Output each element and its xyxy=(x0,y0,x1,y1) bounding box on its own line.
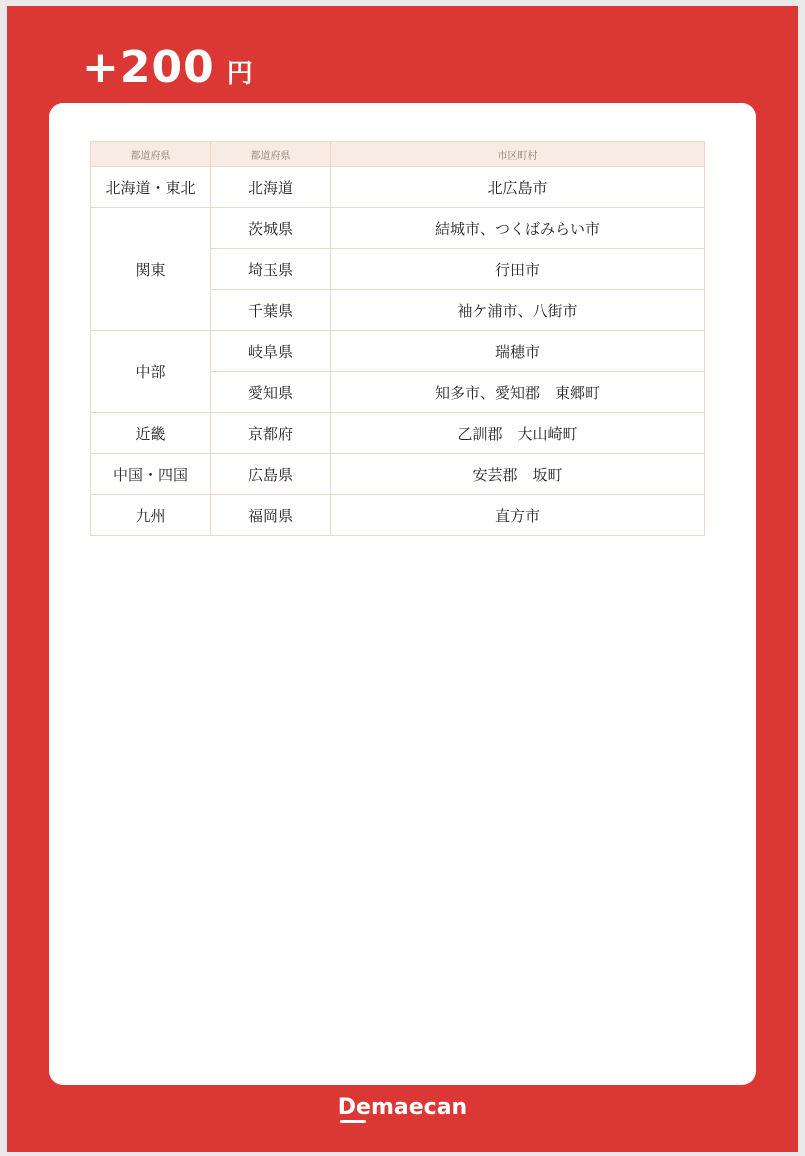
region-cell: 中国・四国 xyxy=(91,454,211,495)
cities-cell: 直方市 xyxy=(331,495,705,536)
table-row xyxy=(91,454,705,495)
region-cell: 北海道・東北 xyxy=(91,167,211,208)
cities-cell: 袖ケ浦市、八街市 xyxy=(331,290,705,331)
cities-cell: 瑞穂市 xyxy=(331,331,705,372)
cities-cell: 北広島市 xyxy=(331,167,705,208)
demaecan-logo xyxy=(0,1095,805,1120)
cities-cell: 安芸郡 坂町 xyxy=(331,454,705,495)
cities-cell: 乙訓郡 大山崎町 xyxy=(331,413,705,454)
cities-cell: 知多市、愛知郡 東郷町 xyxy=(331,372,705,413)
prefecture-cell: 福岡県 xyxy=(211,495,331,536)
prefecture-cell: 北海道 xyxy=(211,167,331,208)
area-table xyxy=(90,141,705,536)
region-cell: 関東 xyxy=(91,208,211,331)
table-row xyxy=(91,495,705,536)
logo-underline xyxy=(340,1120,366,1123)
header-region: 都道府県 xyxy=(91,142,211,167)
prefecture-cell: 埼玉県 xyxy=(211,249,331,290)
price-heading xyxy=(82,42,253,93)
prefecture-cell: 広島県 xyxy=(211,454,331,495)
prefecture-cell: 千葉県 xyxy=(211,290,331,331)
price-unit: 円 xyxy=(226,59,253,89)
table-row xyxy=(91,413,705,454)
prefecture-cell: 茨城県 xyxy=(211,208,331,249)
price-amount: +200 xyxy=(82,42,215,93)
table-header-row xyxy=(91,142,705,167)
header-prefecture: 都道府県 xyxy=(211,142,331,167)
header-cities: 市区町村 xyxy=(331,142,705,167)
prefecture-cell: 京都府 xyxy=(211,413,331,454)
table-row xyxy=(91,208,705,249)
table-row xyxy=(91,331,705,372)
content-card xyxy=(49,103,756,1085)
region-cell: 中部 xyxy=(91,331,211,413)
table-row xyxy=(91,167,705,208)
prefecture-cell: 愛知県 xyxy=(211,372,331,413)
prefecture-cell: 岐阜県 xyxy=(211,331,331,372)
logo-text: Demaecan xyxy=(337,1095,468,1120)
cities-cell: 結城市、つくばみらい市 xyxy=(331,208,705,249)
region-cell: 九州 xyxy=(91,495,211,536)
region-cell: 近畿 xyxy=(91,413,211,454)
cities-cell: 行田市 xyxy=(331,249,705,290)
